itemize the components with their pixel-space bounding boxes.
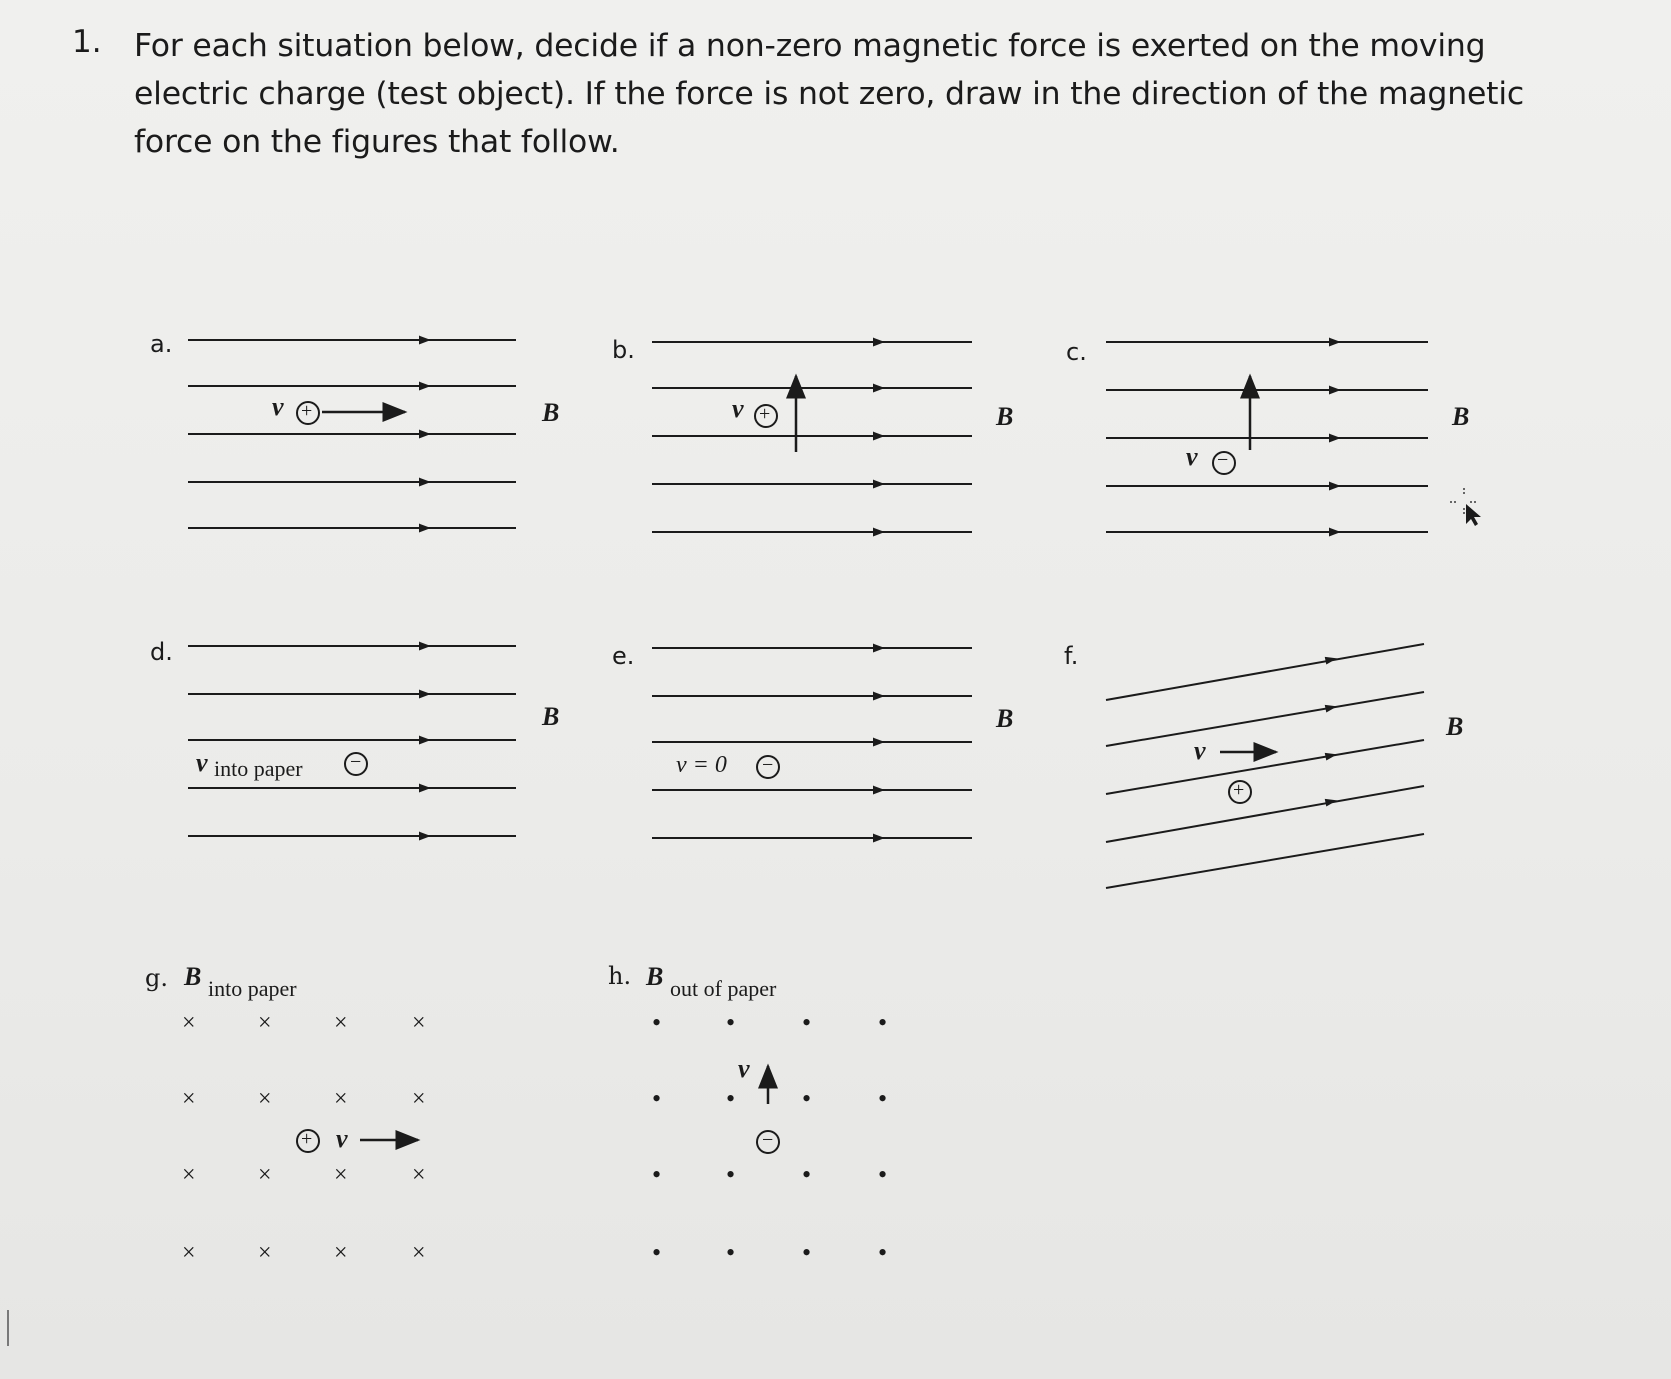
figure-f-velocity-label: v [1194,736,1206,765]
field-out-of-paper-mark: • [726,1008,736,1037]
field-out-of-paper-mark: • [726,1238,736,1267]
field-into-paper-mark: × [182,1086,196,1112]
field-into-paper-mark: × [258,1240,272,1266]
field-into-paper-mark: × [334,1240,348,1266]
field-out-of-paper-mark: • [726,1084,736,1113]
figure-e-velocity-equation: v = 0 [676,752,727,778]
figure-g-charge-sign: + [301,1128,313,1150]
field-into-paper-mark: × [334,1086,348,1112]
cursor-icon [1448,486,1488,526]
field-into-paper-mark: × [258,1162,272,1188]
figure-e-field-lines [652,645,972,841]
field-out-of-paper-mark: • [652,1084,662,1113]
figure-e-label: e. [612,642,635,670]
figure-h-field-label: B [646,962,664,991]
field-out-of-paper-mark: • [652,1238,662,1267]
field-out-of-paper-mark: • [878,1084,888,1113]
figure-d-velocity-note: into paper [214,756,303,781]
figure-d-charge-sign: − [350,751,362,773]
figure-c-label: c. [1066,338,1087,366]
figure-d-label: d. [150,638,173,666]
figure-c-velocity-label: v [1186,442,1198,471]
field-out-of-paper-mark: • [878,1238,888,1267]
figure-f-label: f. [1064,642,1079,670]
figure-d-field-lines [188,643,516,839]
figure-h-velocity-label: v [738,1054,750,1083]
field-into-paper-mark: × [258,1010,272,1036]
figure-h-charge-sign: − [762,1129,774,1151]
figure-b-charge-sign: + [759,403,771,425]
figure-f-charge-sign: + [1233,779,1245,801]
question-text: For each situation below, decide if a non-zero magnetic force is exerted on the moving electric charge (test object). If the force is not zero, draw in the direction of the magnetic force on the figures that follow. [134,28,1524,160]
field-into-paper-mark: × [412,1010,426,1036]
figure-d-velocity-label: v [196,748,208,777]
figure-g-field-label: B [184,962,202,991]
figure-a-field-label: B [542,398,560,427]
figure-e-charge-sign: − [762,754,774,776]
field-into-paper-mark: × [412,1240,426,1266]
field-into-paper-mark: × [334,1162,348,1188]
figure-b-field-label: B [996,402,1014,431]
figure-e-field-label: B [996,704,1014,733]
field-into-paper-mark: × [182,1010,196,1036]
field-out-of-paper-mark: • [802,1008,812,1037]
field-into-paper-mark: × [182,1240,196,1266]
figure-a-charge-sign: + [301,400,313,422]
figure-g-velocity-label: v [336,1124,348,1153]
field-into-paper-mark: × [412,1086,426,1112]
field-out-of-paper-mark: • [878,1008,888,1037]
figure-c-field-label: B [1452,402,1470,431]
figure-f-field-label: B [1446,712,1464,741]
figure-g-label: g. [145,964,168,992]
figure-a-velocity-label: v [272,392,284,421]
figure-c-field-lines [1106,339,1428,535]
field-out-of-paper-mark: • [802,1160,812,1189]
figure-a-field-lines [188,337,516,531]
figure-h-label: h. [608,962,632,990]
figure-a-label: a. [150,330,173,358]
field-out-of-paper-mark: • [802,1238,812,1267]
field-out-of-paper-mark: • [726,1160,736,1189]
field-into-paper-mark: × [258,1086,272,1112]
figure-b-velocity-label: v [732,394,744,423]
field-into-paper-mark: × [412,1162,426,1188]
field-into-paper-mark: × [334,1010,348,1036]
figure-c-charge-sign: − [1217,449,1229,471]
field-out-of-paper-mark: • [802,1084,812,1113]
field-out-of-paper-mark: • [652,1160,662,1189]
figure-b-label: b. [612,336,635,364]
figure-b-field-lines [652,339,972,535]
question-number: 1. [72,24,102,60]
figure-g-field-note: into paper [208,976,297,1001]
figure-h-field-note: out of paper [670,976,777,1001]
field-out-of-paper-mark: • [652,1008,662,1037]
field-into-paper-mark: × [182,1162,196,1188]
field-out-of-paper-mark: • [878,1160,888,1189]
figure-d-field-label: B [542,702,560,731]
figure-f-field-lines [1106,644,1424,888]
